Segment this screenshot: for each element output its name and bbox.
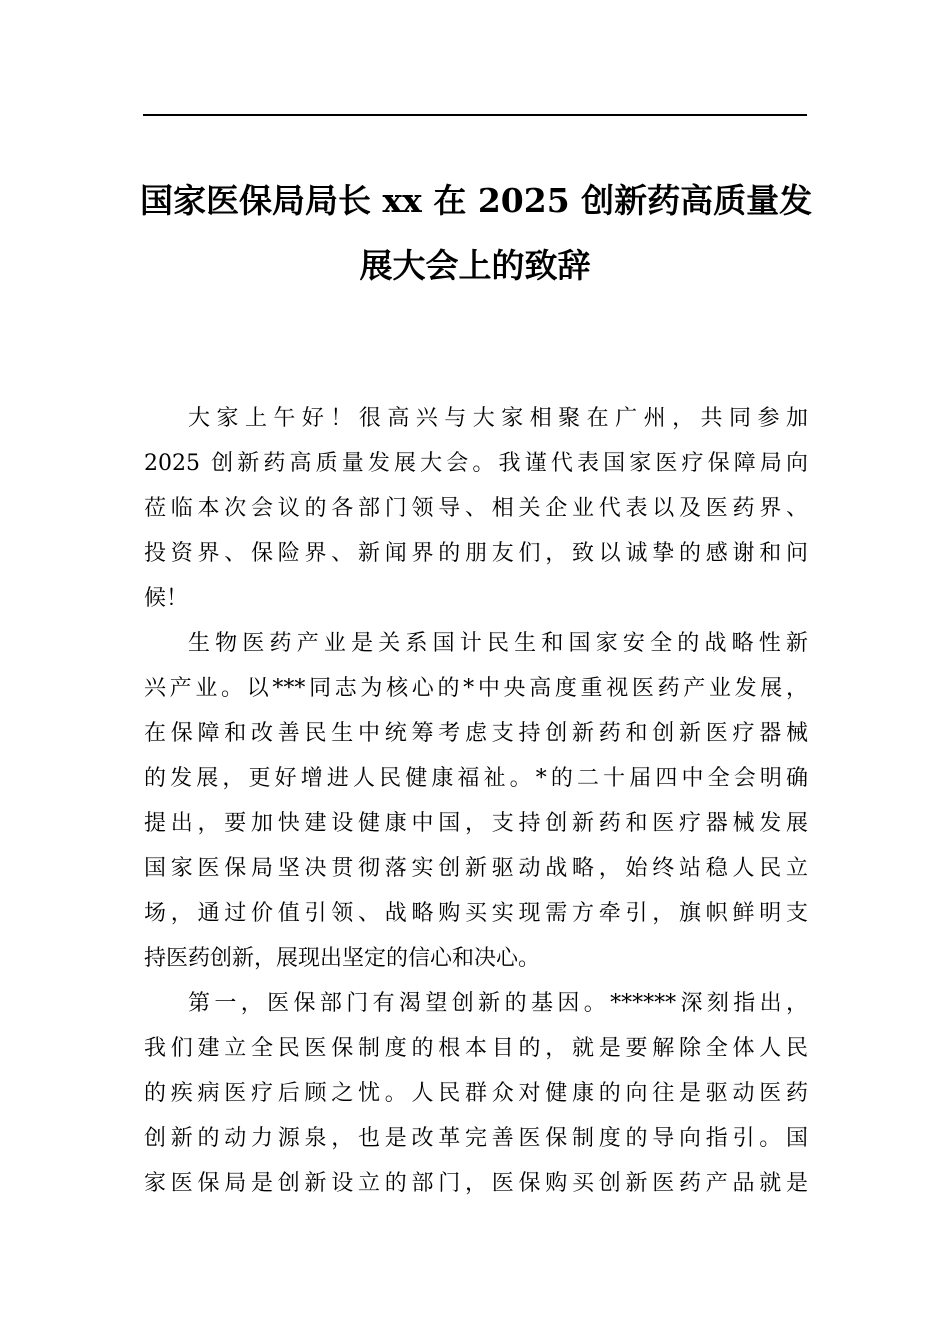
paragraph-line: 大家上午好！很高兴与大家相聚在广州，共同参加 bbox=[188, 406, 808, 431]
paragraph-line: 我们建立全民医保制度的根本目的，就是要解除全体人民 bbox=[144, 1036, 808, 1061]
paragraph-line: 国家医保局坚决贯彻落实创新驱动战略，始终站稳人民立 bbox=[144, 856, 808, 881]
paragraph-line: 持医药创新，展现出坚定的信心和决心。 bbox=[144, 946, 541, 971]
paragraph-line: 在保障和改善民生中统筹考虑支持创新药和创新医疗器械 bbox=[144, 721, 808, 746]
paragraph-line: 家医保局是创新设立的部门，医保购买创新医药产品就是 bbox=[144, 1171, 808, 1196]
title-line-2: 展大会上的致辞 bbox=[359, 246, 591, 285]
paragraph-biomedicine bbox=[144, 621, 808, 981]
document-body bbox=[144, 396, 808, 1206]
document-title bbox=[140, 168, 813, 298]
paragraph-greeting bbox=[144, 396, 808, 621]
paragraph-line: 的疾病医疗后顾之忧。人民群众对健康的向往是驱动医药 bbox=[144, 1081, 808, 1106]
paragraph-line: 候！ bbox=[144, 586, 189, 611]
paragraph-line: 的发展，更好增进人民健康福祉。*的二十届四中全会明确 bbox=[144, 766, 808, 791]
paragraph-line: 莅临本次会议的各部门领导、相关企业代表以及医药界、 bbox=[144, 496, 808, 521]
header-rule bbox=[143, 114, 807, 116]
paragraph-line: 投资界、保险界、新闻界的朋友们，致以诚挚的感谢和问 bbox=[144, 541, 808, 566]
paragraph-line: 生物医药产业是关系国计民生和国家安全的战略性新 bbox=[188, 631, 808, 656]
paragraph-line: 2025 创新药高质量发展大会。我谨代表国家医疗保障局向 bbox=[144, 451, 808, 476]
paragraph-line: 场，通过价值引领、战略购买实现需方牵引，旗帜鲜明支 bbox=[144, 901, 808, 926]
paragraph-line: 兴产业。以***同志为核心的*中央高度重视医药产业发展， bbox=[144, 676, 808, 701]
paragraph-line: 提出，要加快建设健康中国，支持创新药和医疗器械发展 bbox=[144, 811, 808, 836]
paragraph-first-point bbox=[144, 981, 808, 1206]
title-line-1: 国家医保局局长 xx 在 2025 创新药高质量发 bbox=[140, 181, 813, 220]
paragraph-line: 第一，医保部门有渴望创新的基因。******深刻指出， bbox=[188, 991, 808, 1016]
paragraph-line: 创新的动力源泉，也是改革完善医保制度的导向指引。国 bbox=[144, 1126, 808, 1151]
